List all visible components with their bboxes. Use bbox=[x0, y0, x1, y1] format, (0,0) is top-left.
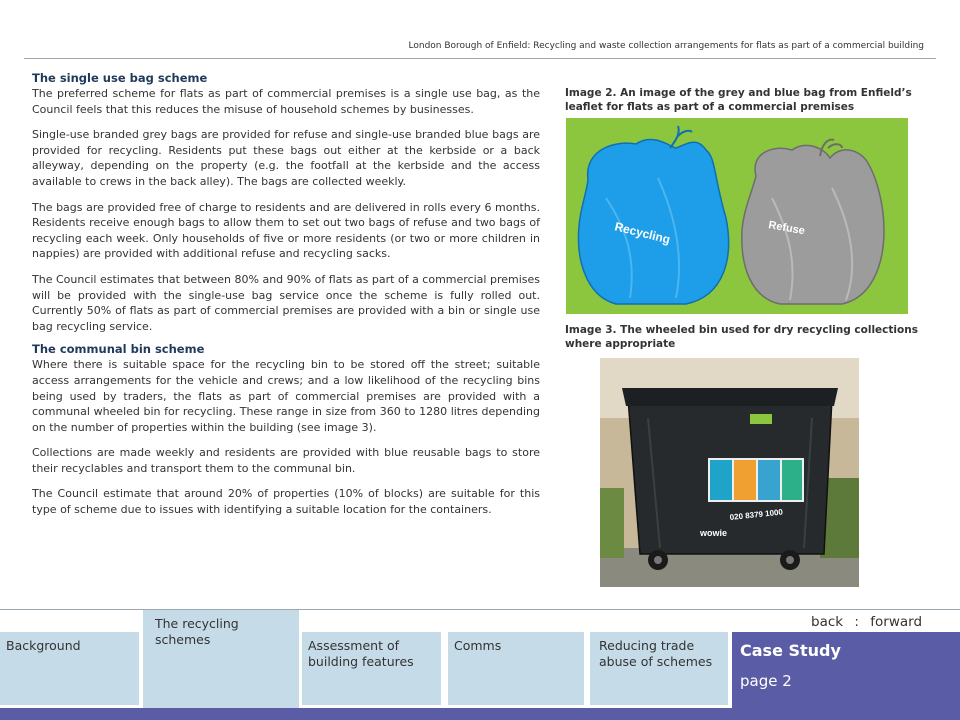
tab-assessment-of-building-features[interactable]: Assessment of building features bbox=[302, 632, 441, 705]
image3-caption: Image 3. The wheeled bin used for dry recycling collections where appropriate bbox=[565, 324, 918, 350]
paragraph-3: The bags are provided free of charge to residents and are delivered in rolls every 6 months. Residents receive enough bags to allow them to set out two bags of refuse and two bags of recycling each week. Only households of five or more residents (or two or more children in nappies) are provided with additional refuse and recycling sacks. bbox=[32, 200, 540, 261]
paragraph-7: The Council estimate that around 20% of properties (10% of blocks) are suitable for this type of scheme due to issues with identifying a suitable location for the containers. bbox=[32, 487, 540, 517]
bin-brand-label: wowie bbox=[700, 528, 728, 538]
tab-comms[interactable]: Comms bbox=[448, 632, 584, 705]
bag-refuse-label: Refuse bbox=[767, 219, 806, 238]
paragraph-2: Single-use branded grey bags are provided for refuse and single-use branded blue bags are provided for recycling. Residents put these bags out either at the kerbside or a back alleyway, depending on the property (e.g. the footfall at the kerbside and the access available to crews in the back alley). The bags are collected weekly. bbox=[32, 128, 540, 188]
image2-caption: Image 2. An image of the grey and blue bag from Enfield’s leaflet for flats as part of a commercial premises bbox=[565, 87, 912, 113]
bin-phone-label: 020 8379 1000 bbox=[729, 507, 784, 522]
wheeled-bin-photo bbox=[600, 358, 859, 587]
case-study-title: Case Study bbox=[740, 641, 841, 660]
section-heading-single-use-bag: The single use bag scheme bbox=[32, 71, 208, 85]
forward-link[interactable]: forward bbox=[870, 614, 923, 630]
back-link[interactable]: back bbox=[811, 614, 844, 630]
paragraph-1: The preferred scheme for flats as part of commercial premises is a single use bag, as the Council feels that this reduces the misuse of household schemes by businesses. bbox=[32, 87, 540, 116]
document-header: London Borough of Enfield: Recycling and waste collection arrangements for flats as part of a commercial building bbox=[408, 41, 924, 51]
bottom-bar bbox=[0, 708, 732, 720]
bag-recycling-label: Recycling bbox=[613, 219, 672, 247]
bags-illustration bbox=[566, 118, 908, 314]
main-text-column bbox=[32, 71, 540, 518]
tab-reducing-trade-abuse[interactable]: Reducing trade abuse of schemes bbox=[590, 632, 728, 705]
case-study-box bbox=[732, 632, 960, 720]
nav-separator: : bbox=[854, 614, 859, 630]
paragraph-4: The Council estimates that between 80% and 90% of flats as part of a commercial premises will be provided with the single-use bag service once the scheme is fully rolled out. Currently 50% of flats as part of commercial premises are provided with a bin or single use bag recycling service. bbox=[32, 272, 540, 333]
bags-image bbox=[566, 118, 908, 314]
tab-background[interactable]: Background bbox=[0, 632, 139, 705]
page-number: page 2 bbox=[740, 672, 792, 690]
wheeled-bin-illustration bbox=[600, 358, 859, 587]
header-divider bbox=[24, 58, 936, 59]
section-heading-communal-bin: The communal bin scheme bbox=[32, 342, 205, 357]
tab-recycling-schemes[interactable]: The recycling schemes bbox=[143, 610, 299, 708]
page-navigation bbox=[811, 614, 922, 630]
paragraph-5: Where there is suitable space for the recycling bin to be stored off the street; suitable access arrangements for the vehicle and crews; and a low likelihood of the recycling bins being used by traders, the flats as part of commercial premises are provided with a communal wheeled bin for recycling. These range in size from 360 to 1280 litres depending on the number of properties within the building (see image 3). bbox=[32, 358, 540, 434]
paragraph-6: Collections are made weekly and residents are provided with blue reusable bags to store their recyclables and transport them to the communal bin. bbox=[32, 446, 540, 475]
